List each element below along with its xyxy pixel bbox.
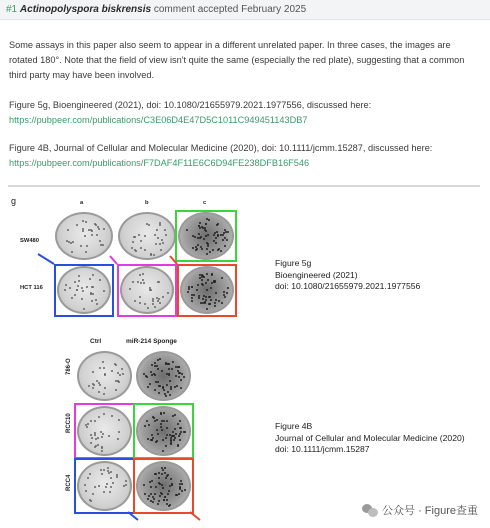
caption-line: Bioengineered (2021) [275,269,358,280]
colony-speck [119,374,121,376]
panel-letter: g [11,196,17,206]
colony-speck [170,388,172,390]
reference-2-link[interactable]: https://pubpeer.com/publications/F7DAF4F11E6C6D94FE238DFB16F546 [9,158,310,168]
colony-speck [111,370,113,372]
reference-1-link[interactable]: https://pubpeer.com/publications/C3E06D4E47D5C1011C949451143DB7 [9,115,308,125]
colony-speck [145,375,147,377]
colony-speck [99,384,101,386]
colony-speck [121,368,123,370]
colony-speck [149,383,151,385]
colony-speck [169,394,171,396]
colony-speck [103,393,105,395]
colony-speck [162,386,164,388]
colony-speck [92,371,94,373]
blue-frame [74,458,135,514]
colony-speck [158,392,160,394]
colony-speck [168,368,170,370]
red-frame [133,458,194,514]
row-label-786o: 786-O [66,358,72,375]
row-label-rcc10: RCC10 [66,413,72,433]
species-name: Actinopolyspora biskrensis [19,4,152,15]
colony-speck [154,389,156,391]
col-label-sponge: miR-214 Sponge [126,338,177,345]
watermark [362,502,478,518]
colony-speck [183,376,185,378]
colony-speck [115,389,117,391]
colony-speck [92,387,94,389]
row-label-hct116: HCT 116 [20,285,43,291]
figure-5g-caption [275,258,420,293]
colony-speck [177,366,179,368]
colony-speck [171,368,173,370]
colony-speck [181,373,183,375]
caption-line: Figure 4B [275,421,313,431]
colony-speck [98,391,100,393]
colony-speck [172,361,174,363]
colony-speck [122,373,124,375]
colony-speck [167,391,169,393]
colony-speck [159,358,161,360]
green-frame [133,403,194,459]
colony-speck [157,368,159,370]
colony-speck [161,370,163,372]
col-label-b: b [145,200,149,206]
colony-speck [104,373,106,375]
colony-speck [166,384,168,386]
intro-paragraph: Some assays in this paper also seem to appear in a different unrelated paper. In three cases, the images are rotated 180°. Note that the field of view isn't quite the same (especially the red plate), suggesting that a common third party may have been involved. [9,40,465,80]
colony-speck [170,386,172,388]
colony-speck [163,389,165,391]
reference-1-text: Figure 5g, Bioengineered (2021), doi: 10.1080/21655979.2021.1977556, discussed here: [9,100,372,110]
colony-speck [151,364,153,366]
col-label-c: c [203,200,207,206]
colony-speck [154,362,156,364]
watermark-text: 公众号 · Figure查重 [382,505,478,517]
colony-speck [103,367,105,369]
colony-speck [175,375,177,377]
colony-speck [180,387,182,389]
caption-line: doi: 10.1080/21655979.2021.1977556 [275,281,421,291]
comment-number[interactable]: #1 [6,4,18,15]
row-label-rcc4: RCC4 [66,474,72,491]
colony-speck [157,381,159,383]
wechat-icon [362,504,378,517]
colony-speck [180,379,182,381]
colony-speck [99,367,101,369]
colony-speck [168,374,170,376]
colony-speck [115,364,117,366]
figure-4b-caption [275,421,465,456]
col-label-ctrl: Ctrl [90,338,102,345]
comment-status: comment accepted February 2025 [153,4,307,15]
caption-line: doi: 10.1111/jcmm.15287 [275,444,370,454]
colony-speck [155,381,157,383]
colony-speck [178,376,180,378]
colony-speck [150,371,152,373]
colony-speck [147,386,149,388]
colony-speck [168,363,170,365]
row-label-sw480: SW480 [20,238,40,244]
figure-4b-panel [64,335,204,515]
colony-speck [176,385,178,387]
reference-2-text: Figure 4B, Journal of Cellular and Molecular Medicine (2020), doi: 10.1111/jcmm.15287, discussed here: [9,143,433,153]
colony-speck [169,380,171,382]
colony-speck [159,385,161,387]
colony-speck [165,395,167,397]
magenta-frame [74,403,135,459]
dish-786o-sponge [136,351,191,401]
col-label-a: a [80,200,84,206]
colony-speck [88,385,90,387]
colony-speck [104,387,106,389]
caption-line: Journal of Cellular and Molecular Medicine (2020) [275,432,465,443]
caption-line: Figure 5g [275,258,312,268]
dish-786o-ctrl [77,351,132,401]
colony-speck [102,361,104,363]
